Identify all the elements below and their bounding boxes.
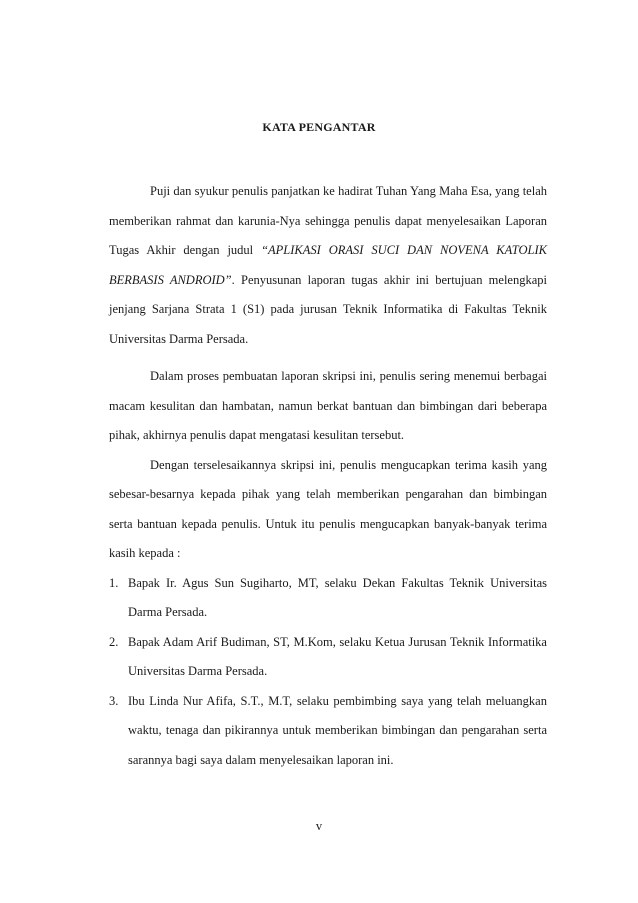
list-item-text: Ibu Linda Nur Afifa, S.T., M.T, selaku pembimbing saya yang telah meluangkan waktu, tenaga dan pikirannya untuk memberikan bimbingan dan pengarahan serta sarannya bagi saya dalam menyelesaikan laporan ini. [128,693,547,767]
acknowledgement-list [109,569,547,776]
paragraph-difficulties: Dalam proses pembuatan laporan skripsi ini, penulis sering menemui berbagai macam kesulitan dan hambatan, namun berkat bantuan dan bimbingan dari beberapa pihak, akhirnya penulis dapat mengatasi kesulitan tersebut. [109,369,547,442]
list-item-text: Bapak Adam Arif Budiman, ST, M.Kom, selaku Ketua Jurusan Teknik Informatika Universitas Darma Persada. [128,634,547,678]
paragraph-thanks: Dengan terselesaikannya skripsi ini, penulis mengucapkan terima kasih yang sebesar-besarnya kepada pihak yang telah memberikan pengarahan dan bimbingan serta bantuan kepada penulis. Untuk itu penulis mengucapkan banyak-banyak terima kasih kepada : [109,457,547,560]
page-number: v [315,819,323,833]
list-item-text: Bapak Ir. Agus Sun Sugiharto, MT, selaku Dekan Fakultas Teknik Universitas Darma Persada. [128,575,547,619]
list-item-number: 1. [109,575,119,590]
list-item [109,628,547,687]
body-text [109,177,547,775]
report-title-italic: “APLIKASI ORASI SUCI DAN NOVENA KATOLIK BERBASIS ANDROID” [109,243,548,287]
list-item [109,569,547,628]
paragraph-intro-text-2: . Penyusunan laporan tugas akhir ini bertujuan melengkapi jenjang Sarjana Strata 1 (S1) pada jurusan Teknik Informatika di Fakultas Teknik Universitas Darma Persada. [109,272,547,346]
list-item-number: 3. [109,693,119,708]
paragraph-intro-text-1: Puji dan syukur penulis panjatkan ke hadirat Tuhan Yang Maha Esa, yang telah memberikan rahmat dan karunia-Nya sehingga penulis dapat menyelesaikan Laporan Tugas Akhir dengan judul [109,184,547,257]
list-item-number: 2. [109,634,119,649]
list-item [109,687,547,776]
page-title: KATA PENGANTAR [262,120,376,134]
paragraph-intro [109,177,547,354]
